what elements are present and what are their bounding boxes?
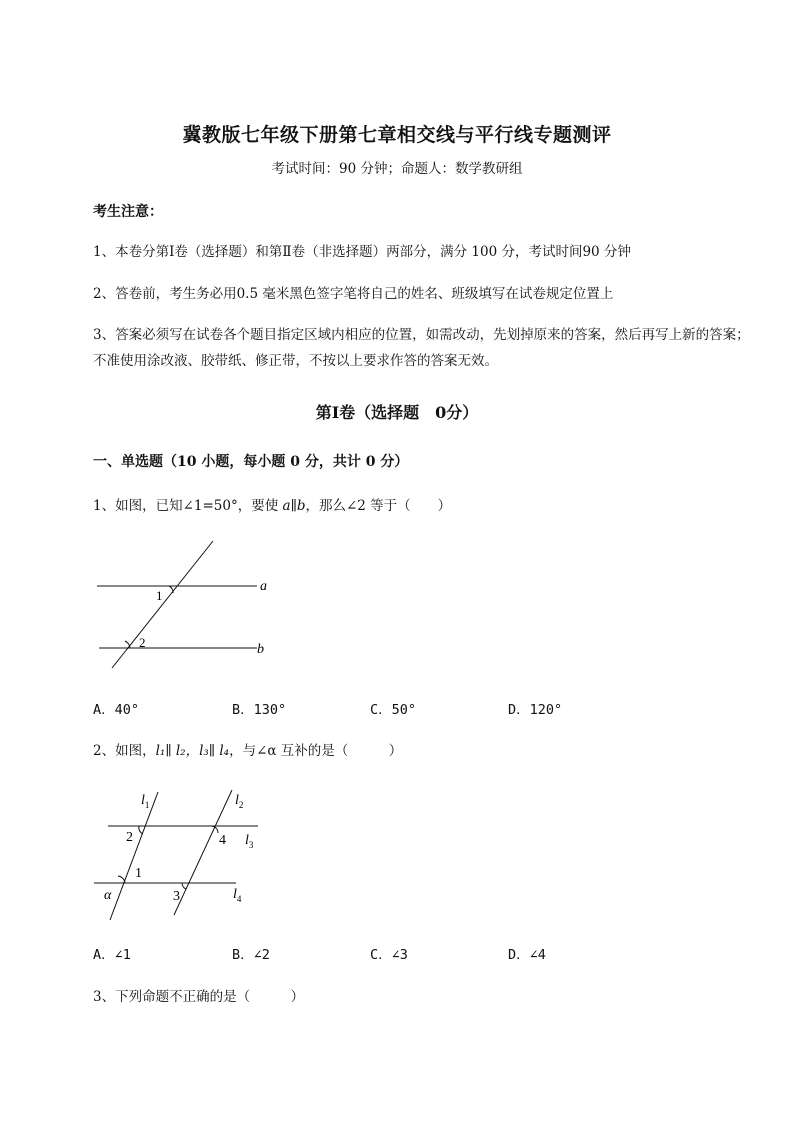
question-1-prefix: 1、如图，已知∠1=50°，要使 <box>93 498 283 514</box>
q2-option-c[interactable]: C．∠3 <box>370 947 408 963</box>
q1-option-b[interactable]: B．130° <box>232 702 287 718</box>
line-l1 <box>110 792 158 920</box>
angle-3-arc <box>182 883 186 889</box>
page-title: 冀教版七年级下册第七章相交线与平行线专题测评 <box>182 124 612 146</box>
question-2-stem <box>93 739 753 759</box>
question-2-figure <box>88 782 273 922</box>
label-l4: $l_4$ <box>233 887 242 904</box>
label-a: a <box>260 579 267 594</box>
label-1: 1 <box>156 588 163 603</box>
question-1-var: a∥b <box>282 498 306 514</box>
question-2-var: l₁∥ l₂，l₃∥ l₄ <box>155 743 230 759</box>
q1-option-d[interactable]: D．120° <box>508 702 563 718</box>
part-title: 一、单选题（10 小题，每小题 0 分，共计 0 分） <box>93 454 409 470</box>
notice-heading: 考生注意： <box>93 204 163 220</box>
label-angle-3: 3 <box>173 889 180 904</box>
q1-option-c[interactable]: C．50° <box>370 702 417 718</box>
transversal <box>112 541 213 668</box>
q2-option-a[interactable]: A．∠1 <box>93 947 131 963</box>
notice-item-1: 1、本卷分第Ⅰ卷（选择题）和第Ⅱ卷（非选择题）两部分，满分 100 分，考试时间90 分钟 <box>93 244 631 260</box>
question-1-figure <box>90 535 280 675</box>
label-alpha: α <box>104 888 112 903</box>
label-angle-4: 4 <box>219 833 226 848</box>
label-l1: $l_1$ <box>141 793 150 810</box>
notice-item-2: 2、答卷前，考生务必用0.5 毫米黑色签字笔将自己的姓名、班级填写在试卷规定位置上 <box>93 286 614 302</box>
label-angle-1: 1 <box>135 866 142 881</box>
q1-option-a[interactable]: A．40° <box>93 702 140 718</box>
label-angle-2: 2 <box>126 830 133 845</box>
line-l2 <box>174 790 232 915</box>
question-2-suffix: ，与∠α 互补的是（ ） <box>229 743 403 759</box>
section-title: 第Ⅰ卷（选择题 0分） <box>315 403 479 422</box>
question-1-stem <box>93 494 753 514</box>
question-2-prefix: 2、如图， <box>93 743 156 759</box>
q2-option-b[interactable]: B．∠2 <box>232 947 270 963</box>
q2-option-d[interactable]: D．∠4 <box>508 947 546 963</box>
label-b: b <box>257 642 264 657</box>
question-1-suffix: ，那么∠2 等于（ ） <box>305 498 452 514</box>
label-l3: $l_3$ <box>245 833 254 850</box>
label-l2: $l_2$ <box>235 793 244 810</box>
question-3-stem: 3、下列命题不正确的是（ ） <box>93 989 305 1005</box>
exam-info: 考试时间：90 分钟；命题人：数学教研组 <box>271 161 523 177</box>
notice-item-3: 3、答案必须写在试卷各个题目指定区域内相应的位置，如需改动，先划掉原来的答案，然后再写上新的答案；不准使用涂改液、胶带纸、修正带，不按以上要求作答的答案无效。 <box>93 327 750 369</box>
label-2: 2 <box>139 635 146 650</box>
